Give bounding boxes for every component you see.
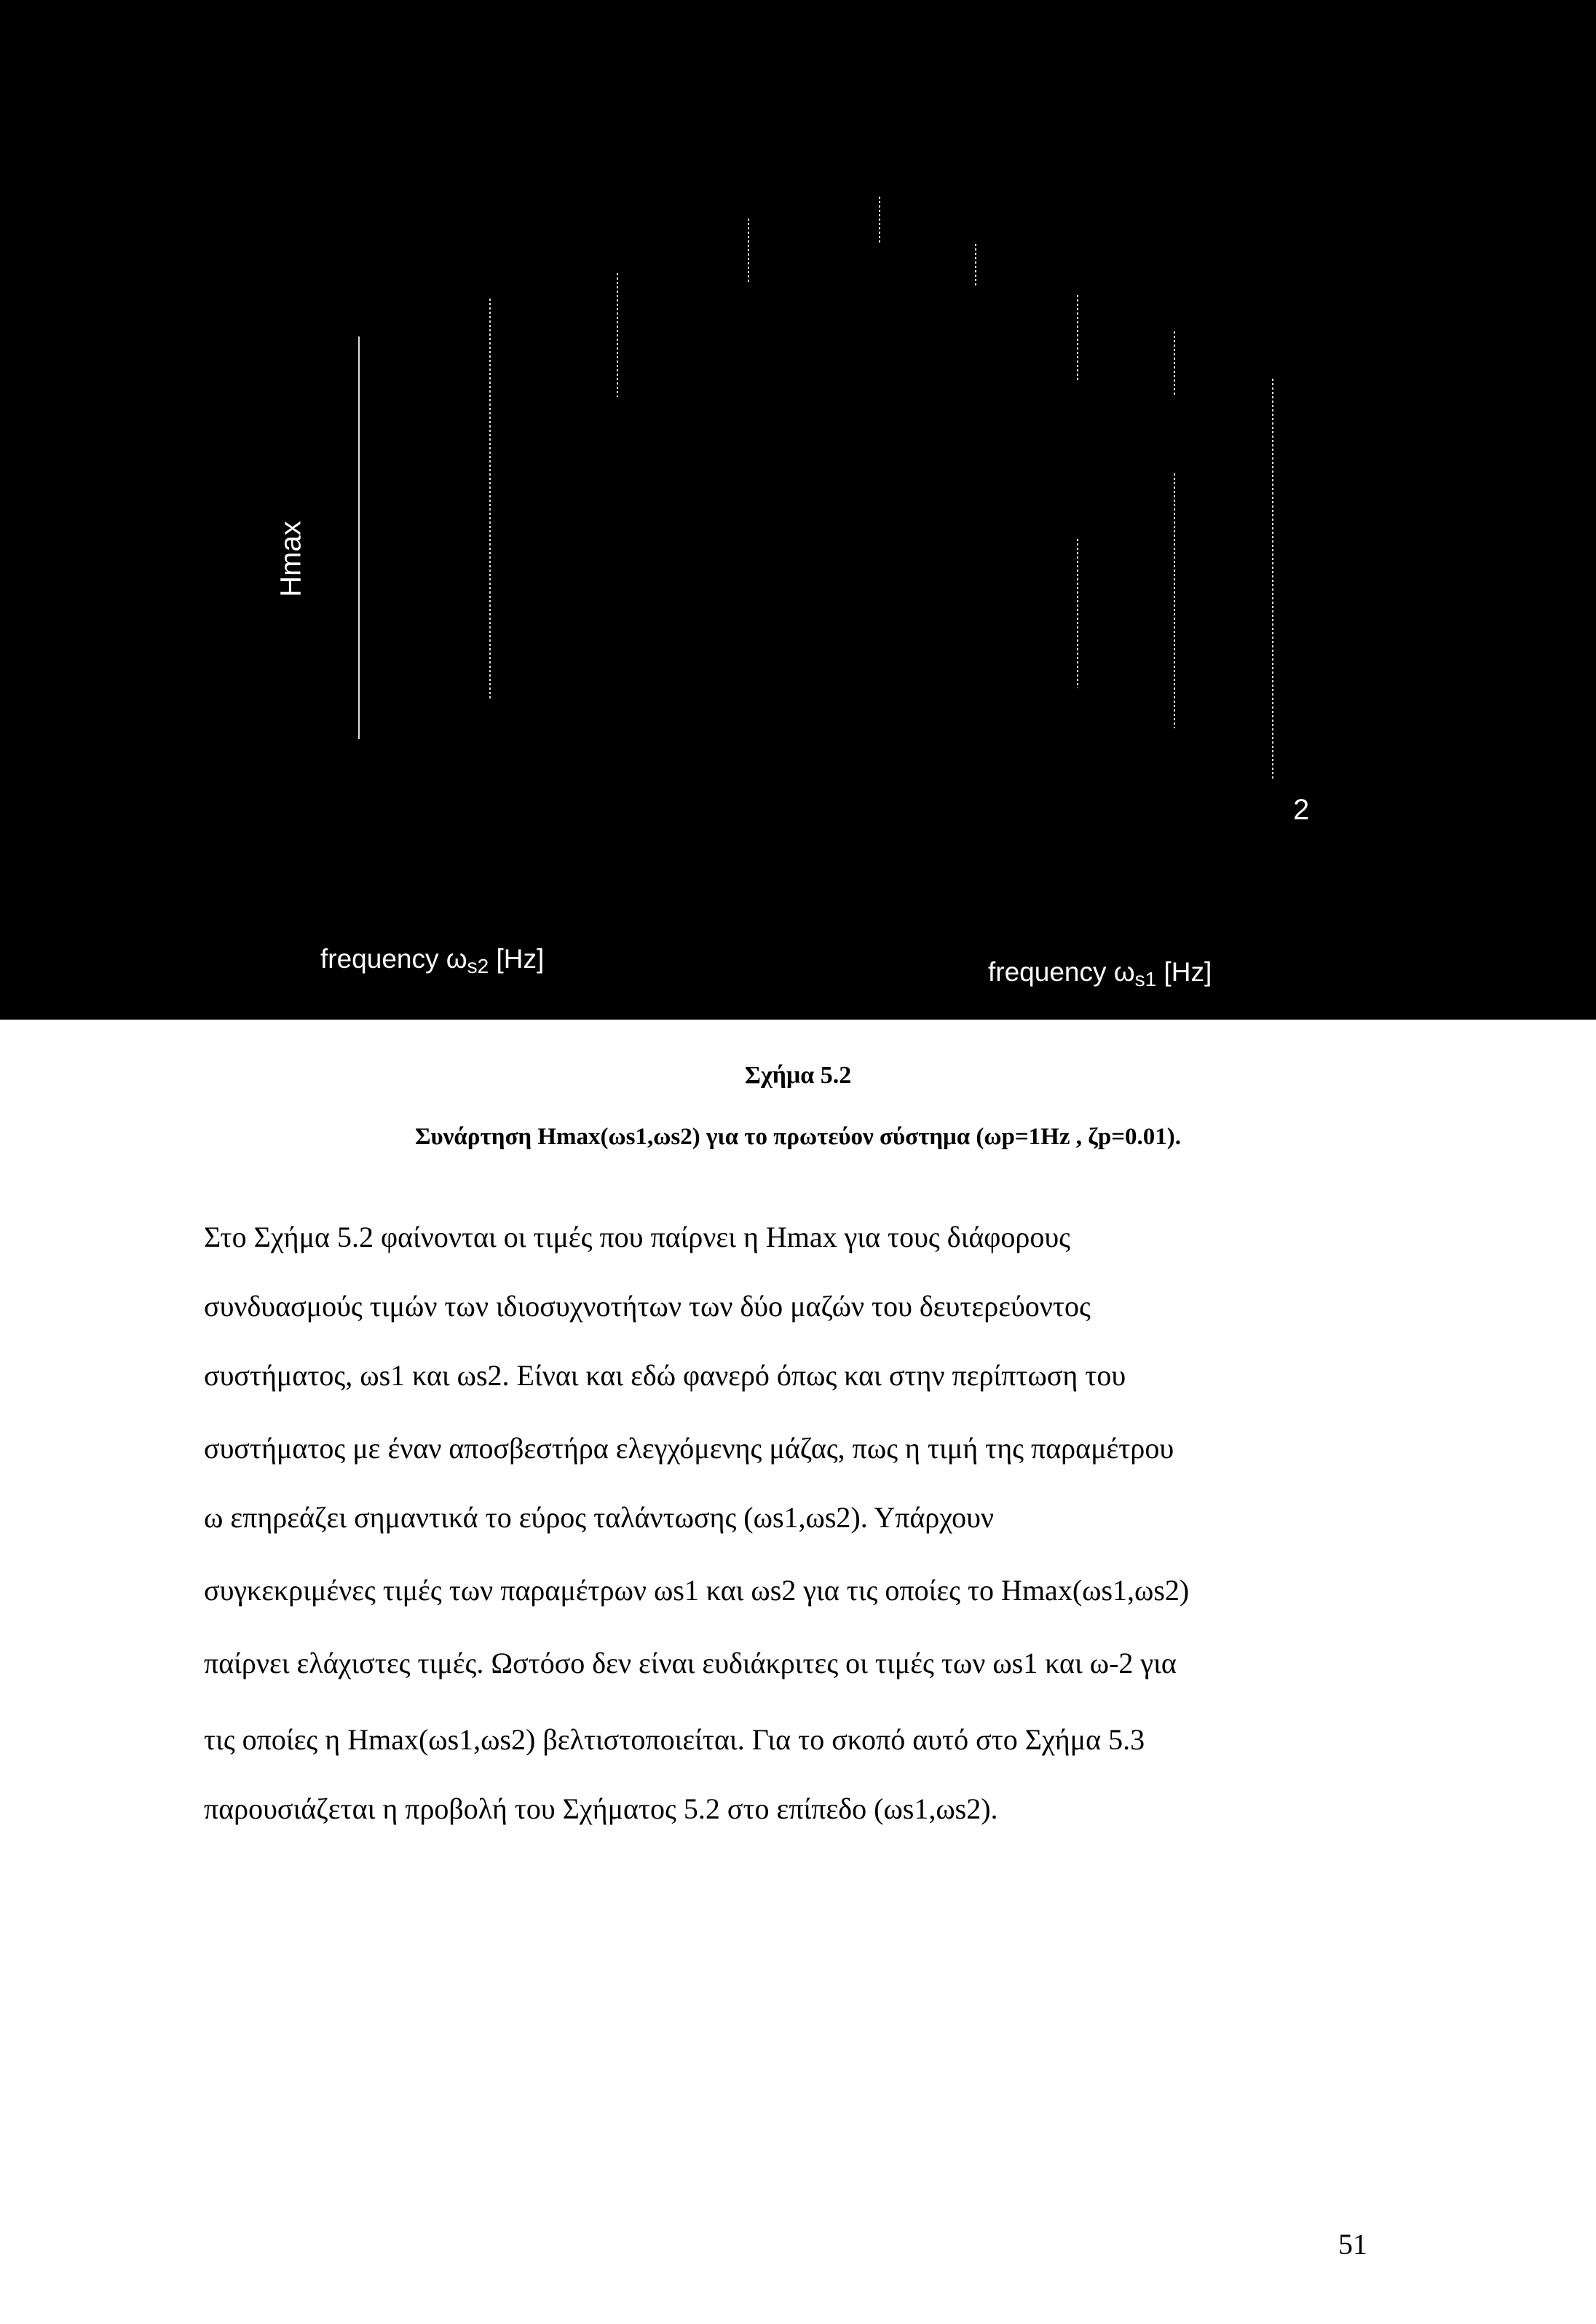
x-axis-label-s2-prefix: frequency ω (320, 944, 467, 974)
tick-label: 2 (1293, 794, 1310, 826)
figure-lines (0, 0, 1596, 1020)
figure-caption-text: Συνάρτηση Hmax(ωs1,ωs2) για το πρωτεύον σύστημα (ωp=1Hz , ζp=0.01). (414, 1124, 1182, 1150)
x-axis-label-s2-unit: [Hz] (489, 944, 545, 974)
x-axis-label-s2-sub: s2 (467, 955, 489, 977)
y-axis-label: Hmax (274, 521, 307, 597)
paragraph-line: Στο Σχήμα 5.2 φαίνονται οι τιμές που παίρνει η Hmax για τους διάφορους (204, 1221, 1070, 1253)
paragraph-line: τις οποίες η Hmax(ωs1,ωs2) βελτιστοποιείται. Για το σκοπό αυτό στο Σχήμα 5.3 (204, 1723, 1145, 1756)
paragraph-line: παρουσιάζεται η προβολή του Σχήματος 5.2 στο επίπεδο (ωs1,ωs2). (204, 1792, 998, 1825)
paragraph-line: συστήματος, ωs1 και ωs2. Είναι και εδώ φανερό όπως και στην περίπτωση του (204, 1359, 1126, 1392)
x-axis-label-s1-prefix: frequency ω (988, 957, 1135, 987)
figure-caption-title: Σχήμα 5.2 (744, 1062, 852, 1089)
x-axis-label-s2 (320, 944, 544, 978)
x-axis-label-s1-unit: [Hz] (1156, 957, 1212, 987)
paragraph-line: ω επηρεάζει σημαντικά το εύρος ταλάντωσης (ωs1,ωs2). Υπάρχουν (204, 1501, 995, 1534)
paragraph-line: συγκεκριμένες τιμές των παραμέτρων ωs1 και ωs2 για τις οποίες το Hmax(ωs1,ωs2) (204, 1574, 1190, 1607)
paragraph-line: συστήματος με έναν αποσβεστήρα ελεγχόμενης μάζας, πως η τιμή της παραμέτρου (204, 1432, 1174, 1465)
x-axis-label-s1 (988, 957, 1212, 991)
paragraph-line: παίρνει ελάχιστες τιμές. Ωστόσο δεν είναι ευδιάκριτες οι τιμές των ωs1 και ω-2 για (204, 1647, 1177, 1679)
x-axis-label-s1-sub: s1 (1134, 968, 1157, 990)
page-number: 51 (1338, 2228, 1367, 2261)
figure-5-2-plot (0, 0, 1596, 1020)
paragraph-line: συνδυασμούς τιμών των ιδιοσυχνοτήτων των δύο μαζών του δευτερεύοντος (204, 1290, 1091, 1323)
